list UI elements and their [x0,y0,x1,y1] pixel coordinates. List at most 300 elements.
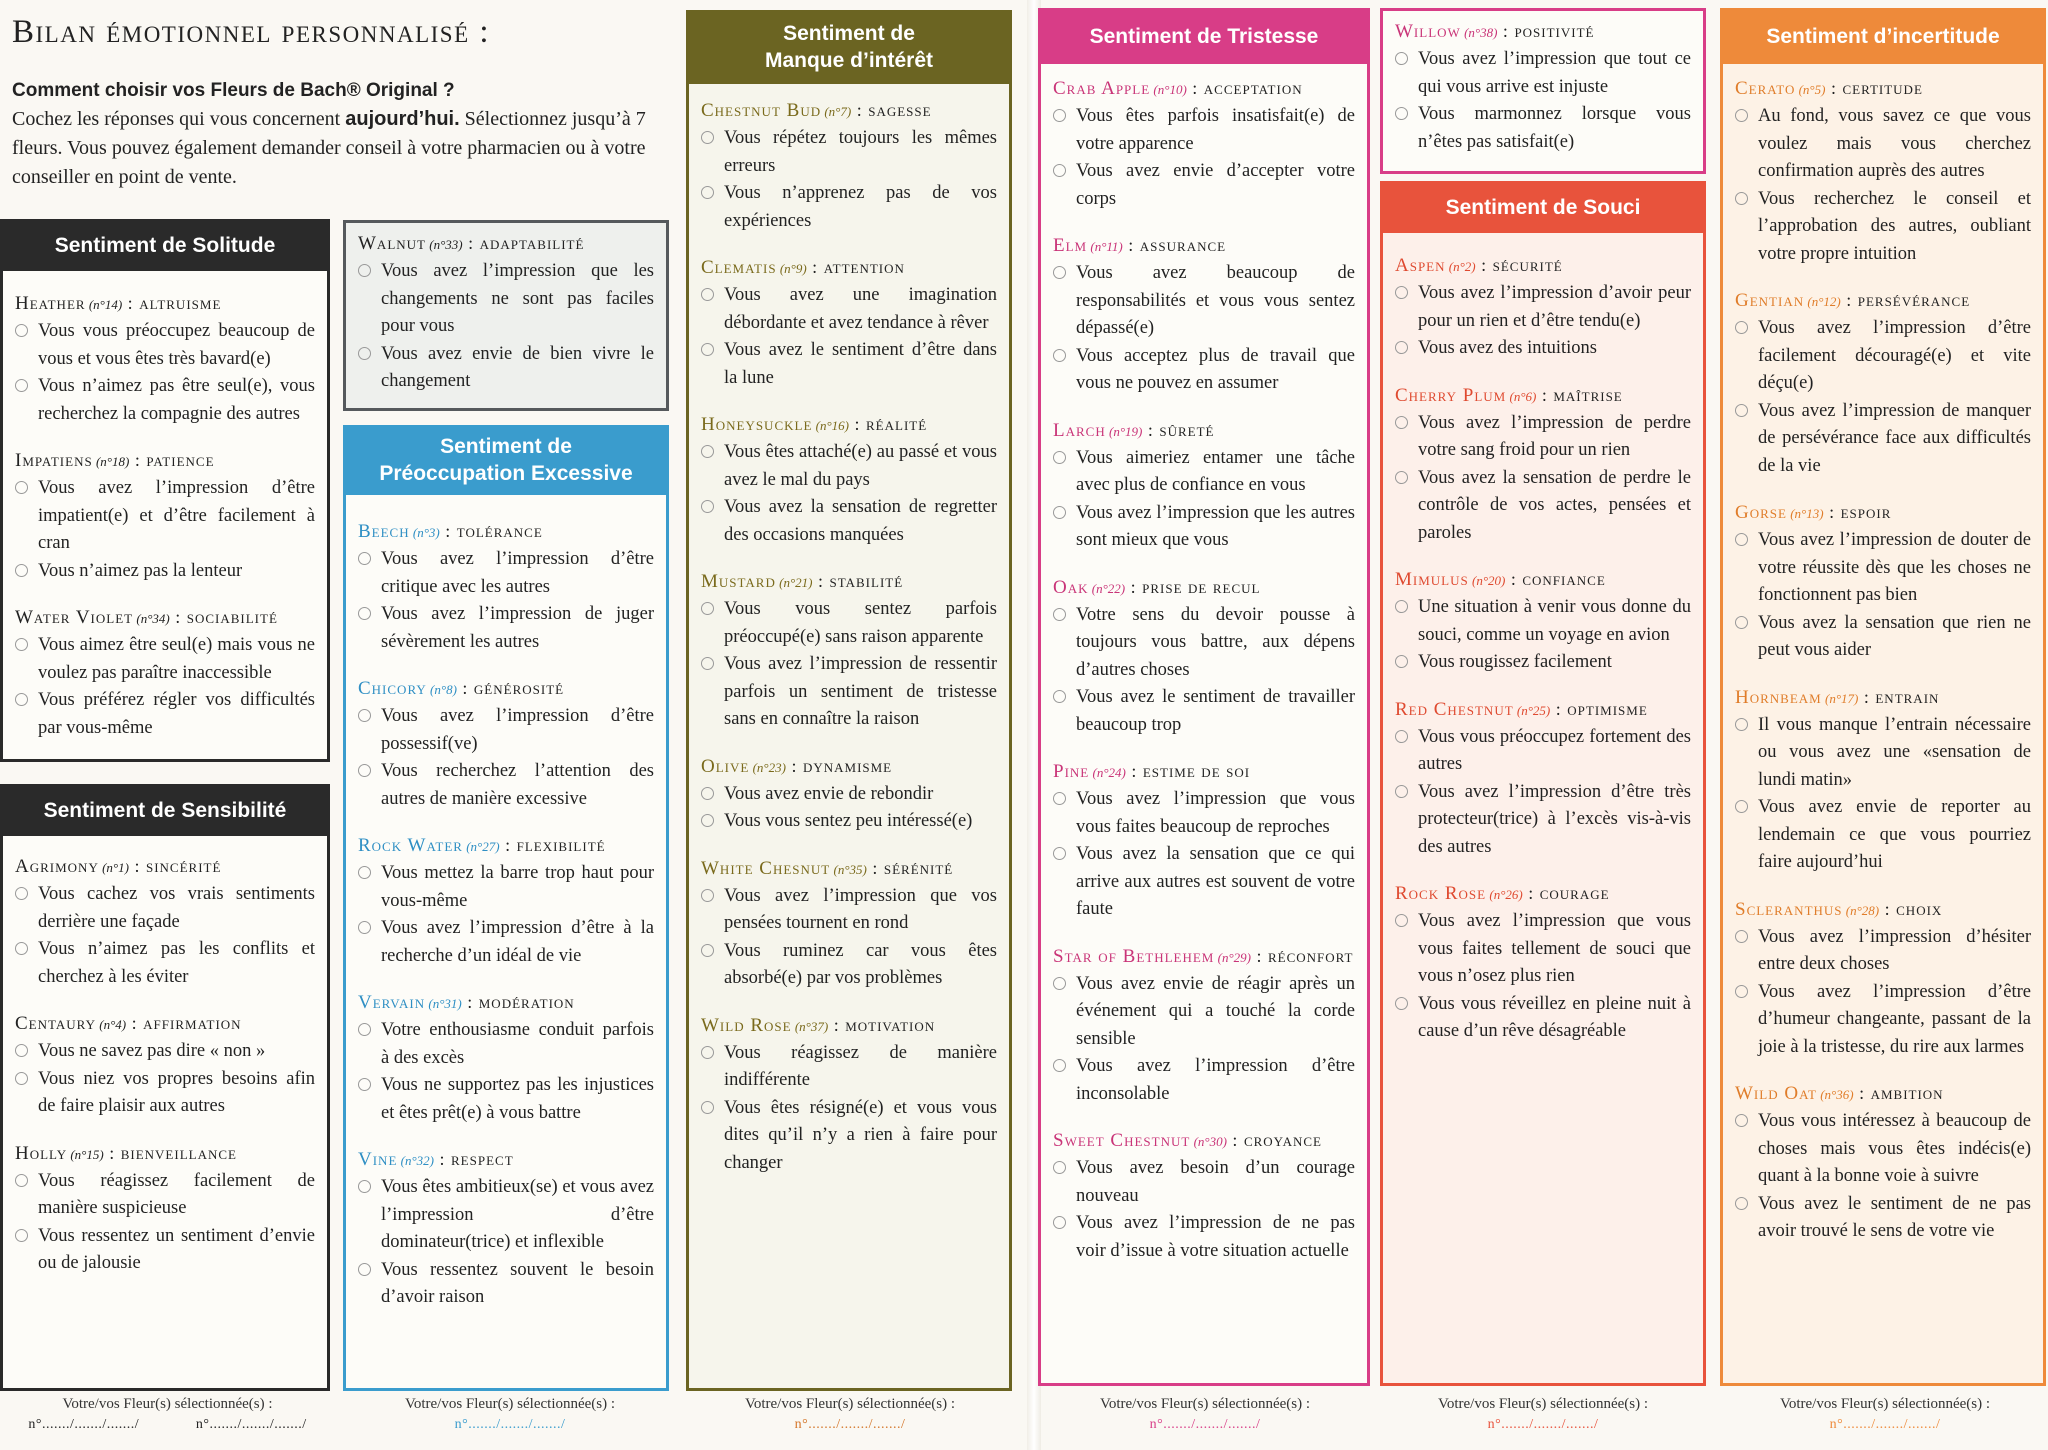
checkbox-option[interactable] [701,282,997,337]
option-label: Vous avez l’impression de manquer de persévérance face aux difficultés de la vie [1758,400,2031,476]
radio-icon[interactable] [358,347,371,360]
radio-icon[interactable] [1735,321,1748,334]
checkbox-option[interactable] [1735,1108,2031,1191]
flower-quality: ambition [1870,1083,1944,1103]
flower-number: (n°22) [1088,580,1126,596]
radio-icon[interactable] [1053,977,1066,990]
option-label: Vous avez l’impression que les changements ne sont pas faciles pour vous [381,261,654,336]
option-label: Vous avez envie de reporter au lendemain ce que vous pourriez faire aujourd’hui [1758,797,2031,872]
option-label: Vous avez l’impression d’être inconsolable [1076,1056,1355,1104]
checkbox-option[interactable] [1053,1155,1355,1210]
footer-col6: Votre/vos Fleur(s) sélectionnée(s) : n°......./......./......./ [1735,1396,2035,1433]
separator: : [462,233,480,253]
radio-icon[interactable] [701,889,714,902]
flower-rock-rose [1395,883,1691,1046]
checkbox-option[interactable] [701,125,997,180]
checkbox-option[interactable] [1053,343,1355,398]
radio-icon[interactable] [1735,985,1748,998]
radio-icon[interactable] [1395,471,1408,484]
separator: : [1853,1083,1871,1103]
checkbox-option[interactable] [15,1066,315,1121]
flower-number: (n°5) [1795,82,1826,97]
flower-chestnut-bud [701,100,997,235]
option-label: Vous aimeriez entamer une tâche avec plus de confiance en vous [1076,447,1355,495]
checkbox-option[interactable] [1395,465,1691,548]
checkbox-option[interactable] [701,596,997,651]
footer-slots[interactable]: n°......./......./......./ [1829,1417,1941,1432]
separator: : [866,857,884,878]
checkbox-option[interactable] [15,632,315,687]
option-label: Vous n’aimez pas être seul(e), vous recherchez la compagnie des autres [38,376,315,424]
radio-icon[interactable] [15,324,28,337]
radio-icon[interactable] [1735,533,1748,546]
radio-icon[interactable] [1053,266,1066,279]
radio-icon[interactable] [701,1046,714,1059]
checkbox-option[interactable] [15,936,315,991]
radio-icon[interactable] [15,379,28,392]
checkbox-option[interactable] [15,318,315,373]
flower-title [1395,883,1691,905]
radio-icon[interactable] [1053,690,1066,703]
flower-number: (n°35) [830,861,867,877]
checkbox-option[interactable] [701,651,997,734]
radio-icon[interactable] [1735,1197,1748,1210]
flower-name: Chestnut Bud [701,100,822,121]
checkbox-option[interactable] [358,860,654,915]
radio-icon[interactable] [1395,914,1408,927]
separator: : [1226,1130,1244,1150]
radio-icon[interactable] [1395,730,1408,743]
checkbox-option[interactable] [1735,979,2031,1062]
checkbox-option[interactable] [15,1168,315,1223]
flower-water-violet [15,607,315,742]
radio-icon[interactable] [701,445,714,458]
radio-icon[interactable] [1395,286,1408,299]
flower-name: Aspen [1395,255,1446,276]
section-solitude [0,268,330,762]
flower-quality: affirmation [143,1013,242,1033]
checkbox-option[interactable] [1395,908,1691,991]
flower-quality: tolérance [456,521,543,541]
radio-icon[interactable] [15,1044,28,1057]
radio-icon[interactable] [1395,997,1408,1010]
header-incertitude: Sentiment d’incertitude [1720,8,2046,64]
footer-col5: Votre/vos Fleur(s) sélectionnée(s) : n°......./......./......./ [1393,1396,1693,1433]
radio-icon[interactable] [1735,404,1748,417]
option-label: Vous avez envie d’accepter votre corps [1076,161,1355,209]
radio-icon[interactable] [701,1101,714,1114]
radio-icon[interactable] [1735,616,1748,629]
radio-icon[interactable] [358,264,371,277]
option-label: Vous avez l’impression de douter de votre réussite dès que les choses ne fonctionnent pas bien [1758,530,2031,605]
checkbox-option[interactable] [1053,445,1355,500]
radio-icon[interactable] [15,1174,28,1187]
radio-icon[interactable] [1053,1161,1066,1174]
flower-quality: réalité [866,414,928,434]
option-label: Vous avez la sensation de perdre le contrôle de vos actes, pensées et paroles [1418,467,1691,543]
flower-gentian [1735,290,2031,480]
option-label: Vous rougissez facilement [1418,652,1612,672]
section-manque [686,81,1012,1391]
flower-quality: altruisme [139,293,222,313]
flower-number: (n°27) [462,839,500,854]
flower-title [15,1013,315,1035]
footer-col2: Votre/vos Fleur(s) sélectionnée(s) : n°......./......./......./ [360,1396,660,1433]
flower-name: Vine [358,1149,398,1170]
separator: : [1825,78,1843,98]
radio-icon[interactable] [1735,109,1748,122]
checkbox-option[interactable] [1395,280,1691,335]
checkbox-option[interactable] [15,687,315,742]
separator: : [169,607,187,627]
radio-icon[interactable] [15,564,28,577]
radio-icon[interactable] [1053,506,1066,519]
header-tristesse: Sentiment de Tristesse [1038,8,1370,64]
checkbox-option[interactable] [1735,315,2031,398]
option-label: Vous n’aimez pas les conflits et cherchez à les éviter [38,939,315,987]
radio-icon[interactable] [1395,600,1408,613]
flower-title [358,835,654,857]
option-label: Vous marmonnez lorsque vous n’êtes pas satisfait(e) [1418,104,1691,152]
checkbox-option[interactable] [358,341,654,396]
flower-quality: entrain [1875,686,1940,707]
option-label: Vous vous sentez parfois préoccupé(e) sans raison apparente [724,599,997,647]
radio-icon[interactable] [358,552,371,565]
option-label: Vous avez l’impression d’être critique avec les autres [381,549,654,597]
radio-icon[interactable] [1735,1114,1748,1127]
footer-slots[interactable]: n°......./......./......./ [794,1417,906,1432]
checkbox-option[interactable] [701,337,997,392]
checkbox-option[interactable] [701,808,997,836]
section-souci [1380,230,1706,1386]
option-label: Vous avez envie de rebondir [724,783,934,804]
checkbox-option[interactable] [1053,971,1355,1054]
separator: : [1125,761,1143,781]
flower-number: (n°1) [98,860,129,875]
radio-icon[interactable] [1053,847,1066,860]
flower-quality: assurance [1139,235,1227,255]
flower-chicory [358,678,654,813]
flower-title [15,856,315,878]
checkbox-option[interactable] [701,494,997,549]
radio-icon[interactable] [701,657,714,670]
checkbox-option[interactable] [1053,1210,1355,1265]
separator: : [456,678,474,698]
checkbox-option[interactable] [701,938,997,993]
checkbox-option[interactable] [701,439,997,494]
checkbox-option[interactable] [1053,158,1355,213]
checkbox-option[interactable] [1735,186,2031,269]
flower-quality: sagesse [868,100,932,120]
checkbox-option[interactable] [1053,1053,1355,1108]
flower-number: (n°33) [425,237,463,252]
flower-name: Rock Water [358,835,463,856]
radio-icon[interactable] [701,787,714,800]
flower-quality: attention [823,257,905,277]
radio-icon[interactable] [701,814,714,827]
flower-quality: sérénité [883,857,954,878]
checkbox-option[interactable] [1395,779,1691,862]
radio-icon[interactable] [15,887,28,900]
flower-star-of-bethlehem [1053,946,1355,1109]
checkbox-option[interactable] [1395,410,1691,465]
radio-icon[interactable] [1053,1059,1066,1072]
flower-number: (n°3) [409,525,440,540]
flower-quality: flexibilité [516,835,606,855]
option-label: Vous avez l’impression d’avoir peur pour un rien et d’être tendu(e) [1418,283,1691,331]
flower-name: Scleranthus [1735,898,1843,920]
flower-title [701,100,997,122]
checkbox-option[interactable] [358,546,654,601]
footer-slots[interactable]: n°......./......./......./ [1487,1417,1599,1432]
flower-name: Agrimony [15,856,99,877]
checkbox-option[interactable] [1735,924,2031,979]
checkbox-option[interactable] [358,1174,654,1257]
option-label: Vous avez envie de bien vivre le changement [381,343,654,391]
checkbox-option[interactable] [1735,712,2031,795]
radio-icon[interactable] [15,1072,28,1085]
radio-icon[interactable] [1053,608,1066,621]
checkbox-option[interactable] [1053,103,1355,158]
radio-icon[interactable] [701,602,714,615]
flower-title [358,233,654,255]
checkbox-option[interactable] [15,373,315,428]
checkbox-option[interactable] [701,1040,997,1095]
checkbox-option[interactable] [1395,101,1691,156]
flower-number: (n°25) [1513,702,1551,718]
flower-title [1053,577,1355,599]
separator: : [1840,290,1858,310]
header-solitude: Sentiment de Solitude [0,219,330,271]
option-label: Vous aimez être seul(e) mais vous ne voulez pas paraître inaccessible [38,635,315,683]
option-label: Vous ruminez car vous êtes absorbé(e) par vos problèmes [724,940,997,988]
radio-icon[interactable] [1395,341,1408,354]
checkbox-option[interactable] [701,781,997,809]
flower-number: (n°17) [1821,690,1859,706]
section-walnut [343,220,669,411]
radio-icon[interactable] [1053,164,1066,177]
flower-name: Mimulus [1395,569,1469,590]
checkbox-option[interactable] [15,881,315,936]
checkbox-option[interactable] [1053,786,1355,841]
flower-title [1735,502,2031,524]
checkbox-option[interactable] [1395,46,1691,101]
flower-number: (n°11) [1087,239,1123,254]
flower-impatiens [15,450,315,585]
checkbox-option[interactable] [358,703,654,758]
checkbox-option[interactable] [15,558,315,586]
radio-icon[interactable] [358,1180,371,1193]
option-label: Vous avez des intuitions [1418,338,1597,358]
radio-icon[interactable] [701,186,714,199]
flower-quality: confiance [1522,569,1606,589]
radio-icon[interactable] [358,1263,371,1276]
flower-vervain [358,992,654,1127]
checkbox-option[interactable] [1395,649,1691,677]
checkbox-option[interactable] [1395,724,1691,779]
flower-gorse [1735,502,2031,665]
flower-title [1053,946,1355,968]
radio-icon[interactable] [1395,655,1408,668]
option-label: Vous êtes résigné(e) et vous vous dites qu’il n’y a rien à faire pour changer [724,1097,997,1173]
flower-name: Gorse [1735,502,1787,523]
flower-quality: courage [1539,883,1610,903]
checkbox-option[interactable] [701,180,997,235]
option-label: Votre enthousiasme conduit parfois à des excès [381,1020,654,1068]
radio-icon[interactable] [1395,416,1408,429]
flower-name: Hornbeam [1735,686,1822,708]
flower-vine [358,1149,654,1312]
radio-icon[interactable] [1395,52,1408,65]
radio-icon[interactable] [701,500,714,513]
checkbox-option[interactable] [1395,991,1691,1046]
option-label: Vous avez l’impression d’être à la recherche d’un idéal de vie [381,918,654,966]
flower-olive [701,756,997,836]
option-label: Vous avez l’impression d’hésiter entre deux choses [1758,926,2031,974]
checkbox-option[interactable] [1735,398,2031,481]
radio-icon[interactable] [1053,349,1066,362]
checkbox-option[interactable] [15,1038,315,1066]
footer-slots[interactable]: n°......./......./......./ [454,1417,566,1432]
checkbox-option[interactable] [358,1257,654,1312]
radio-icon[interactable] [1395,785,1408,798]
radio-icon[interactable] [1053,451,1066,464]
flower-name: Oak [1053,576,1089,598]
radio-icon[interactable] [15,638,28,651]
flower-title [1053,235,1355,257]
flower-number: (n°2) [1445,259,1476,274]
checkbox-option[interactable] [1735,794,2031,877]
radio-icon[interactable] [358,1078,371,1091]
option-label: Vous recherchez le conseil et l’approbation des autres, oubliant votre propre intuition [1758,188,2031,264]
checkbox-option[interactable] [1053,260,1355,343]
radio-icon[interactable] [1735,800,1748,813]
flower-elm [1053,235,1355,398]
option-label: Vous cachez vos vrais sentiments derrière une façade [38,884,315,932]
checkbox-option[interactable] [15,1223,315,1278]
flower-quality: estime de soi [1142,761,1251,781]
radio-icon[interactable] [15,693,28,706]
flower-number: (n°19) [1105,423,1143,439]
flower-number: (n°8) [426,682,457,697]
flower-title [1053,420,1355,442]
flower-hornbeam [1735,687,2031,877]
option-label: Vous avez l’impression de perdre votre sang froid pour un rien [1418,412,1691,460]
radio-icon[interactable] [1735,192,1748,205]
section-sensibilite [0,833,330,1391]
separator: : [1122,235,1140,255]
intro [12,76,652,192]
footer-slots[interactable]: n°......./......./......./ [1149,1417,1261,1432]
radio-icon[interactable] [1053,1216,1066,1229]
radio-icon[interactable] [701,288,714,301]
radio-icon[interactable] [358,607,371,620]
footer-slots[interactable]: n°......./......./......./ [195,1417,307,1432]
flower-pine [1053,761,1355,924]
flower-number: (n°31) [425,996,462,1011]
checkbox-option[interactable] [1053,841,1355,924]
radio-icon[interactable] [701,343,714,356]
separator: : [434,1149,452,1169]
footer-slots[interactable]: n°......./......./......./ [28,1417,140,1432]
option-label: Vous vous sentez peu intéressé(e) [724,811,973,831]
radio-icon[interactable] [358,1023,371,1036]
checkbox-option[interactable] [358,758,654,813]
flower-title [15,450,315,472]
flower-name: Centaury [15,1013,97,1034]
radio-icon[interactable] [15,481,28,494]
radio-icon[interactable] [358,921,371,934]
flower-name: Crab Apple [1053,78,1151,99]
checkbox-option[interactable] [358,1017,654,1072]
flower-quality: sûreté [1159,419,1215,440]
checkbox-option[interactable] [1053,500,1355,555]
checkbox-option[interactable] [1395,594,1691,649]
option-label: Vous avez le sentiment d’être dans la lune [724,340,997,388]
checkbox-option[interactable] [1735,527,2031,610]
radio-icon[interactable] [358,866,371,879]
flower-rock-water [358,835,654,970]
checkbox-option[interactable] [1053,602,1355,685]
radio-icon[interactable] [701,131,714,144]
radio-icon[interactable] [15,942,28,955]
checkbox-option[interactable] [701,1095,997,1178]
separator: : [849,414,867,434]
checkbox-option[interactable] [358,258,654,341]
option-label: Vous niez vos propres besoins afin de faire plaisir aux autres [38,1068,315,1116]
checkbox-option[interactable] [15,475,315,558]
separator: : [122,293,140,313]
radio-icon[interactable] [1395,107,1408,120]
flower-title [15,293,315,315]
radio-icon[interactable] [701,944,714,957]
radio-icon[interactable] [1053,792,1066,805]
checkbox-option[interactable] [358,601,654,656]
separator: : [128,856,146,876]
checkbox-option[interactable] [358,1072,654,1127]
radio-icon[interactable] [1735,718,1748,731]
flower-quality: espoir [1840,502,1892,522]
flower-number: (n°21) [775,575,813,590]
checkbox-option[interactable] [1053,684,1355,739]
footer-col4: Votre/vos Fleur(s) sélectionnée(s) : n°......./......./......./ [1055,1396,1355,1433]
flower-centaury [15,1013,315,1121]
flower-quality: choix [1896,898,1943,919]
checkbox-option[interactable] [358,915,654,970]
flower-name: Chicory [358,678,427,699]
checkbox-option[interactable] [1395,335,1691,363]
checkbox-option[interactable] [1735,610,2031,665]
option-label: Vous n’aimez pas la lenteur [38,560,243,581]
checkbox-option[interactable] [701,883,997,938]
checkbox-option[interactable] [1735,1191,2031,1246]
flower-title [358,521,654,543]
radio-icon[interactable] [358,764,371,777]
intro-question: Comment choisir vos Fleurs de Bach® Original ? [12,80,455,101]
radio-icon[interactable] [1053,109,1066,122]
flower-name: Impatiens [15,450,93,471]
section-willow [1380,8,1706,174]
flower-name: Heather [15,293,86,314]
option-label: Vous réagissez de manière indifférente [724,1042,997,1090]
checkbox-option[interactable] [1735,103,2031,186]
radio-icon[interactable] [15,1229,28,1242]
option-label: Votre sens du devoir pousse à toujours vous battre, aux dépens d’autres choses [1076,604,1355,680]
page-title: Bilan émotionnel personnalisé : [12,14,491,50]
section-incertitude [1720,61,2046,1386]
radio-icon[interactable] [1735,930,1748,943]
radio-icon[interactable] [358,709,371,722]
